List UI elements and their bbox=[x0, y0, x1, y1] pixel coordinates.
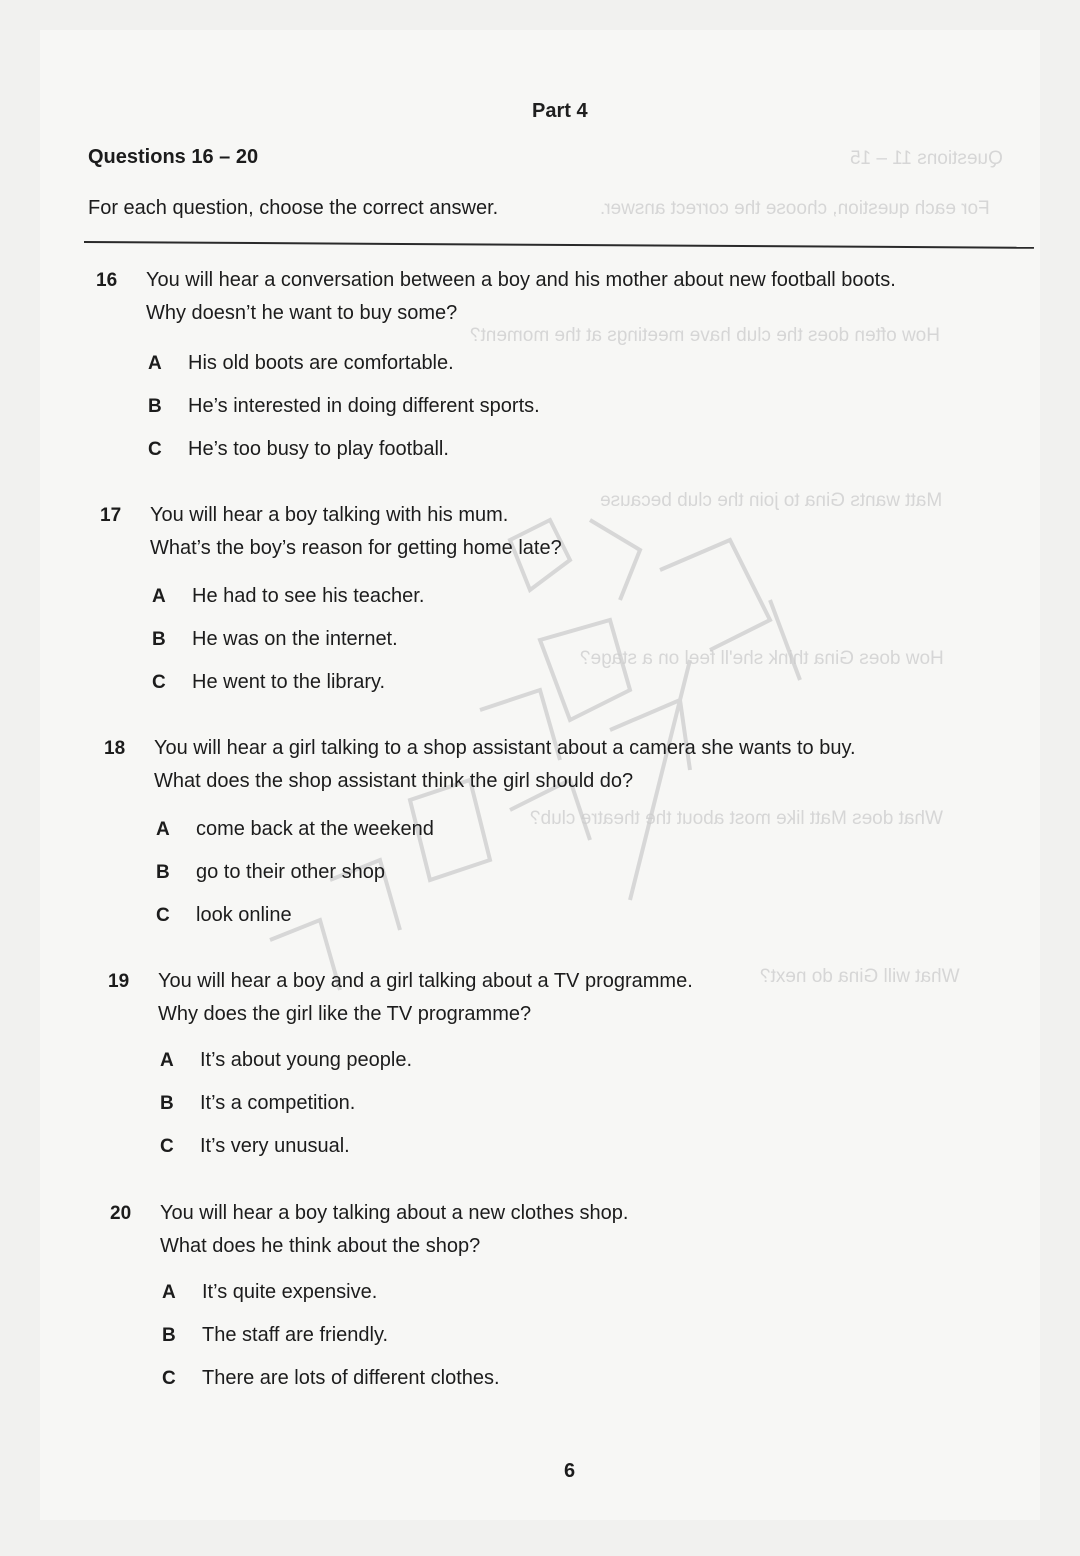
question-context: You will hear a conversation between a boy and his mother about new football boots. bbox=[146, 269, 896, 291]
question-prompt bbox=[150, 499, 562, 565]
option-b[interactable] bbox=[156, 861, 434, 904]
option-text: come back at the weekend bbox=[196, 818, 434, 840]
option-a[interactable] bbox=[156, 818, 434, 861]
option-text: There are lots of different clothes. bbox=[202, 1367, 500, 1389]
option-letter: A bbox=[160, 1050, 174, 1071]
question-prompt bbox=[160, 1197, 628, 1263]
option-text: He was on the internet. bbox=[192, 628, 398, 650]
question-context: You will hear a boy talking with his mum. bbox=[150, 504, 509, 526]
answer-options bbox=[148, 352, 540, 481]
option-b[interactable] bbox=[160, 1092, 412, 1135]
option-text: look online bbox=[196, 904, 292, 926]
option-text: He went to the library. bbox=[192, 671, 386, 693]
question-number: 17 bbox=[100, 505, 122, 526]
instruction-text: For each question, choose the correct answer. bbox=[88, 197, 499, 219]
option-c[interactable] bbox=[160, 1135, 412, 1178]
answer-options bbox=[162, 1281, 500, 1410]
question-number: 20 bbox=[110, 1203, 132, 1224]
option-text: He’s too busy to play football. bbox=[188, 438, 449, 460]
question-number: 19 bbox=[108, 971, 130, 992]
option-a[interactable] bbox=[160, 1049, 412, 1092]
option-b[interactable] bbox=[162, 1324, 500, 1367]
option-text: He’s interested in doing different sports. bbox=[188, 395, 540, 417]
option-text: The staff are friendly. bbox=[202, 1324, 389, 1346]
option-c[interactable] bbox=[156, 904, 434, 947]
question-stem: Why does the girl like the TV programme? bbox=[158, 1003, 532, 1025]
option-letter: B bbox=[148, 396, 162, 417]
answer-options bbox=[156, 818, 434, 947]
questions-range-heading: Questions 16 – 20 bbox=[88, 146, 259, 168]
option-text: It’s a competition. bbox=[200, 1092, 356, 1114]
question-stem: What’s the boy’s reason for getting home late? bbox=[150, 537, 562, 559]
option-c[interactable] bbox=[162, 1367, 500, 1410]
option-text: It’s very unusual. bbox=[200, 1135, 350, 1157]
option-c[interactable] bbox=[148, 438, 540, 481]
page-number: 6 bbox=[564, 1460, 576, 1482]
option-a[interactable] bbox=[152, 585, 424, 628]
option-letter: A bbox=[162, 1282, 176, 1303]
option-letter: B bbox=[162, 1325, 176, 1346]
option-text: go to their other shop bbox=[196, 861, 386, 883]
option-letter: C bbox=[156, 905, 170, 926]
option-text: It’s quite expensive. bbox=[202, 1281, 378, 1303]
question-number: 18 bbox=[104, 738, 126, 759]
part-title: Part 4 bbox=[532, 100, 588, 122]
option-letter: B bbox=[160, 1093, 174, 1114]
question-stem: What does he think about the shop? bbox=[160, 1235, 481, 1257]
option-c[interactable] bbox=[152, 671, 424, 714]
option-a[interactable] bbox=[148, 352, 540, 395]
option-letter: A bbox=[152, 586, 166, 607]
option-letter: B bbox=[156, 862, 170, 883]
option-letter: C bbox=[152, 672, 166, 693]
option-text: His old boots are comfortable. bbox=[188, 352, 454, 374]
question-stem: Why doesn’t he want to buy some? bbox=[146, 302, 458, 324]
question-context: You will hear a boy talking about a new clothes shop. bbox=[160, 1202, 629, 1224]
option-letter: C bbox=[162, 1368, 176, 1389]
question-context: You will hear a girl talking to a shop assistant about a camera she wants to buy. bbox=[154, 737, 856, 759]
option-letter: A bbox=[156, 819, 170, 840]
option-letter: C bbox=[148, 439, 162, 460]
question-context: You will hear a boy and a girl talking about a TV programme. bbox=[158, 970, 693, 992]
question-number: 16 bbox=[96, 270, 118, 291]
question-prompt bbox=[154, 732, 856, 798]
option-text: It’s about young people. bbox=[200, 1049, 413, 1071]
option-letter: C bbox=[160, 1136, 174, 1157]
option-b[interactable] bbox=[152, 628, 424, 671]
question-prompt bbox=[158, 965, 693, 1031]
option-text: He had to see his teacher. bbox=[192, 585, 425, 607]
question-stem: What does the shop assistant think the girl should do? bbox=[154, 770, 634, 792]
answer-options bbox=[152, 585, 424, 714]
question-prompt bbox=[146, 264, 896, 330]
option-letter: B bbox=[152, 629, 166, 650]
option-b[interactable] bbox=[148, 395, 540, 438]
answer-options bbox=[160, 1049, 412, 1178]
option-letter: A bbox=[148, 353, 162, 374]
option-a[interactable] bbox=[162, 1281, 500, 1324]
